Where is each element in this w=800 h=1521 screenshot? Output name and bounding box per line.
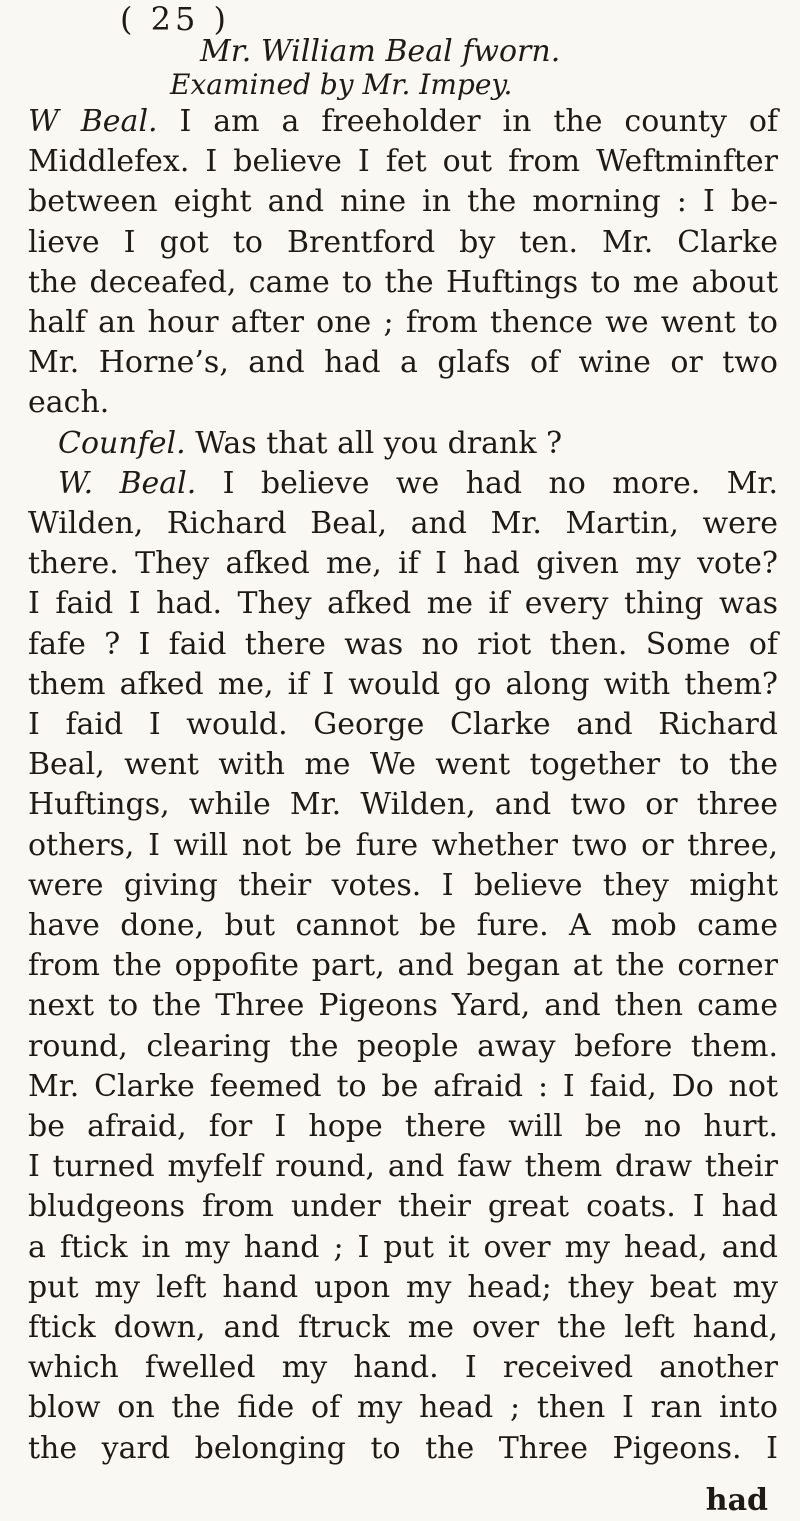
text-line: [28, 745, 778, 785]
text-line: [28, 1107, 778, 1147]
text-run: Mr. Clarke feemed to be afraid : I faid, Do not: [28, 1068, 778, 1104]
text-run: next to the Three Pigeons Yard, and then came: [28, 988, 778, 1024]
text-run: were giving their votes. I believe they might: [28, 867, 778, 903]
text-line: [28, 705, 778, 745]
text-line: [28, 1268, 778, 1308]
text-run: I faid I would. George Clarke and Richard: [28, 707, 778, 742]
speaker-label: W Beal.: [28, 104, 158, 139]
text-line: [28, 946, 778, 986]
text-line: [28, 504, 778, 544]
text-run: which fwelled my hand. I received another: [28, 1350, 778, 1386]
text-line: [28, 343, 778, 383]
text-run: I faid I had. They afked me if every thing was: [28, 586, 778, 622]
text-line: [58, 464, 778, 504]
text-line: [28, 1187, 778, 1227]
text-run: Mr. Horne’s, and had a glafs of wine or two: [28, 345, 778, 381]
text-line: [28, 1308, 778, 1348]
text-run: I am a freeholder in the county of: [157, 104, 778, 139]
speaker-label: W. Beal.: [58, 465, 197, 501]
text-run: I turned myfelf round, and faw them draw their: [28, 1149, 778, 1185]
text-run: Huftings, while Mr. Wilden, and two or three: [28, 787, 778, 823]
text-run: from the oppofite part, and began at the corner: [28, 948, 778, 984]
text-line: [28, 584, 778, 624]
text-run: half an hour after one ; from thence we went to: [28, 305, 778, 340]
text-line: [28, 1348, 778, 1388]
text-run: round, clearing the people away before them.: [28, 1028, 778, 1064]
text-run: Was that all you drank ?: [185, 425, 563, 461]
speaker-label: Counfel.: [58, 425, 186, 461]
text-run: between eight and nine in the morning : I be-: [28, 184, 778, 220]
text-line: [28, 986, 778, 1026]
text-line: [28, 625, 778, 665]
text-run: ftick down, and ftruck me over the left hand,: [28, 1310, 778, 1345]
text-run: others, I will not be fure whether two or three,: [28, 827, 778, 863]
page-number: ( 25 ): [120, 0, 231, 38]
text-run: I believe we had no more. Mr.: [196, 465, 778, 501]
text-run: Beal, went with me We went together to the: [28, 747, 778, 783]
text-run: Middlefex. I believe I fet out from Weftminfter: [28, 144, 778, 180]
text-line: [28, 826, 778, 866]
text-run: them afked me, if I would go along with them?: [28, 666, 778, 702]
text-line: [28, 182, 778, 222]
text-line: [28, 906, 778, 946]
text-line: [28, 1228, 778, 1268]
text-run: have done, but cannot be fure. A mob came: [28, 908, 778, 943]
text-line: [28, 665, 778, 705]
text-line: [28, 303, 778, 343]
text-run: the deceafed, came to the Huftings to me about: [28, 264, 778, 300]
text-line: [28, 1388, 778, 1428]
text-run: lieve I got to Brentford by ten. Mr. Clarke: [28, 224, 778, 260]
text-line: [58, 424, 778, 464]
text-run: each.: [28, 385, 110, 421]
text-line: [28, 866, 778, 906]
text-run: put my left hand upon my head; they beat my: [28, 1269, 778, 1305]
text-line: [28, 1147, 778, 1187]
text-line: [28, 142, 778, 182]
text-run: blow on the fide of my head ; then I ran into: [28, 1390, 778, 1426]
text-run: bludgeons from under their great coats. I had: [28, 1189, 778, 1225]
text-line: [28, 383, 778, 423]
text-run: be afraid, for I hope there will be no hurt.: [28, 1109, 778, 1144]
text-line: [28, 102, 778, 142]
text-line: [28, 1027, 778, 1067]
text-run: Wilden, Richard Beal, and Mr. Martin, were: [28, 506, 778, 541]
text-line: [28, 544, 778, 584]
text-line: [28, 263, 778, 303]
text-run: fafe ? I faid there was no riot then. Some of: [28, 626, 778, 662]
examined-by-line: Examined by Mr. Impey.: [170, 68, 513, 101]
text-run: a ftick in my hand ; I put it over my head, and: [28, 1229, 778, 1265]
text-line: [28, 1429, 778, 1469]
witness-heading: Mr. William Beal fworn.: [200, 34, 561, 69]
catchword: had: [705, 1483, 768, 1518]
text-run: the yard belonging to the Three Pigeons. I: [28, 1430, 778, 1466]
text-line: [28, 223, 778, 263]
text-run: there. They afked me, if I had given my vote?: [28, 546, 778, 582]
text-line: [28, 785, 778, 825]
text-line: [28, 1067, 778, 1107]
